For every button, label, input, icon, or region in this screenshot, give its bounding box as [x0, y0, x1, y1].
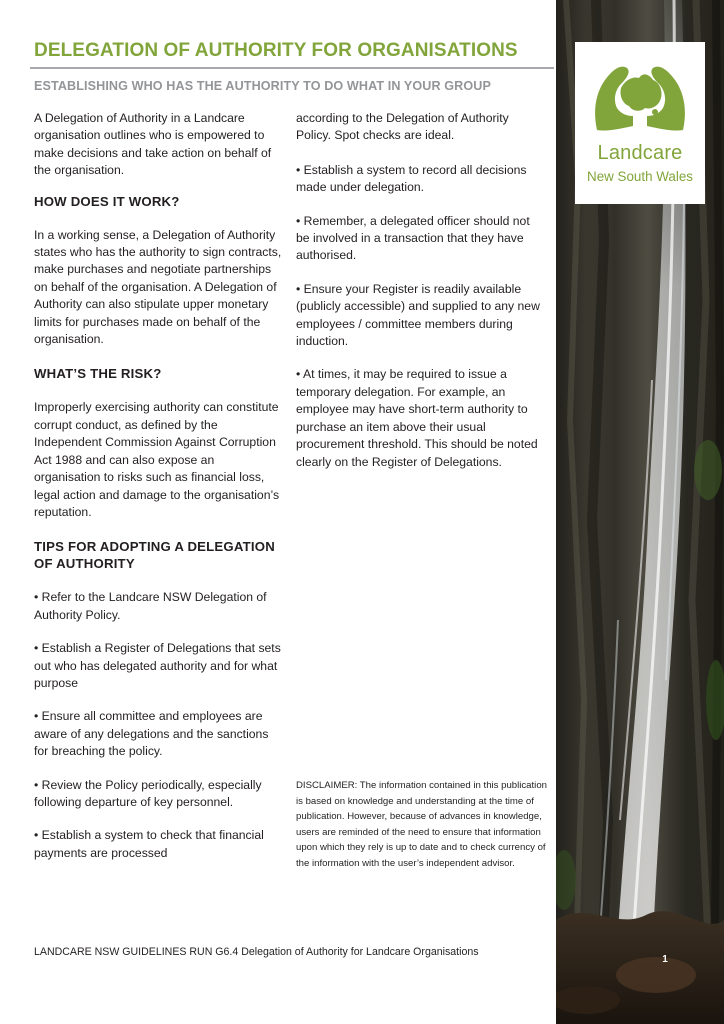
- section-heading-risk: WHAT’S THE RISK?: [34, 366, 162, 382]
- risk-paragraph: Improperly exercising authority can constitute corrupt conduct, as defined by the Independent Commission Against Corruption Act 1988 and can also expose an organisation to risks such as financial loss, legal action and damage to the organisation’s reputation.: [34, 400, 280, 519]
- hands-australia-icon: [575, 42, 705, 142]
- section-heading-how-it-works: HOW DOES IT WORK?: [34, 193, 180, 209]
- section-heading-tips: TIPS FOR ADOPTING A DELEGATION OF AUTHORITY: [34, 539, 275, 572]
- tip-item: • Establish a Register of Delegations that sets out who has delegated authority and for what purpose: [34, 641, 281, 690]
- tip-item: • Remember, a delegated officer should not be involved in a transaction that they have authorised.: [296, 213, 530, 263]
- tip-item: • Establish a system to record all decisions made under delegation.: [296, 162, 527, 195]
- disclaimer: DISCLAIMER: The information contained in this publication is based on knowledge and understanding at the time of publication. However, because of advances in knowledge, users are reminded of the need to ensure that information upon which they rely is up to date and to check currency of the information with the user’s independent advisor.: [296, 780, 547, 869]
- how-it-works-paragraph: In a working sense, a Delegation of Authority states who has the authority to sign contracts, make purchases and negotiate partnerships on behalf of the organisation. A Delegation of Authority can also stipulate upper monetary limits for purchases made on behalf of the organisation.: [34, 227, 282, 347]
- title-divider: [30, 67, 554, 69]
- logo-text-nsw: New South Wales: [587, 169, 693, 184]
- logo-text-landcare: Landcare: [597, 142, 683, 164]
- left-column: [34, 110, 284, 878]
- page-title: DELEGATION OF AUTHORITY FOR ORGANISATIONS: [34, 40, 518, 61]
- right-column: [296, 110, 546, 487]
- tip-item: • At times, it may be required to issue a temporary delegation. For example, an employee may have short-term authority to purchase an item above their usual procurement threshold. This should be noted clearly on the Register of Delegations.: [296, 367, 538, 469]
- tip-item: • Review the Policy periodically, especially following departure of key personnel.: [34, 777, 262, 809]
- footer-text: LANDCARE NSW GUIDELINES RUN G6.4 Delegation of Authority for Landcare Organisations: [34, 946, 479, 958]
- tip-item: • Establish a system to check that financial payments are processed: [34, 828, 264, 860]
- page-subtitle: ESTABLISHING WHO HAS THE AUTHORITY TO DO WHAT IN YOUR GROUP: [34, 79, 491, 93]
- landcare-logo: [575, 42, 705, 204]
- tip-item: • Ensure your Register is readily available (publicly accessible) and supplied to any new employees / committee members during induction.: [296, 281, 540, 349]
- intro-paragraph: A Delegation of Authority in a Landcare organisation outlines who is empowered to make decisions and take action on behalf of the organisation.: [34, 111, 272, 178]
- tip-item: • Refer to the Landcare NSW Delegation of Authority Policy.: [34, 590, 267, 622]
- tip-continuation: according to the Delegation of Authority Policy. Spot checks are ideal.: [296, 111, 509, 143]
- page-number: 1: [662, 954, 668, 965]
- tip-item: • Ensure all committee and employees are aware of any delegations and the sanctions for breaching the policy.: [34, 709, 269, 759]
